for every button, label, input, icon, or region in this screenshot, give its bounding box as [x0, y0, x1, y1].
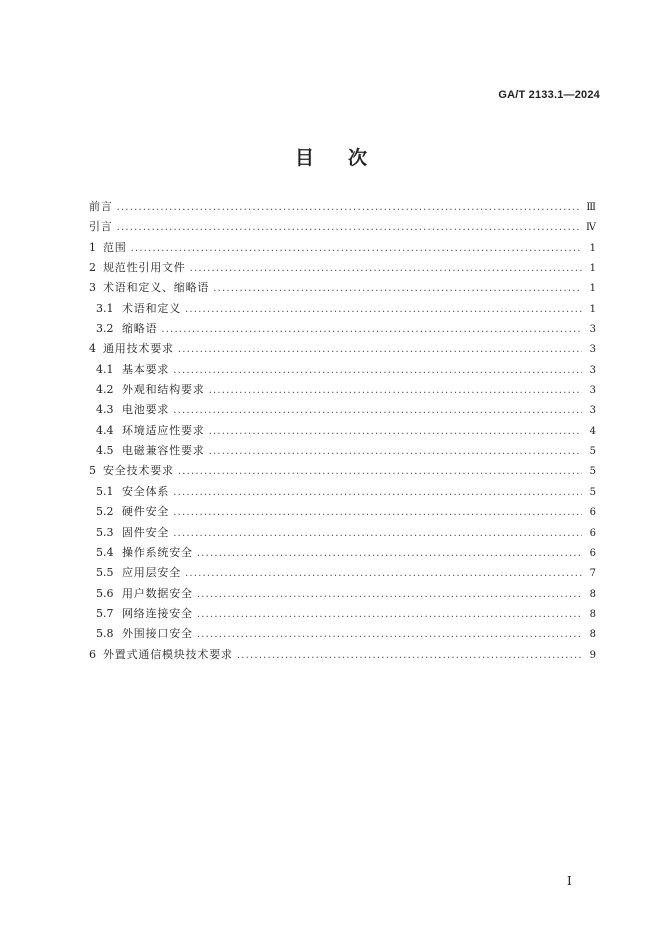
toc-leader-dots	[190, 259, 582, 279]
toc-leader-dots	[161, 320, 582, 340]
toc-entry-label: 固件安全	[122, 525, 170, 539]
toc-entry-page: 3	[589, 324, 596, 336]
toc-entry-label: 应用层安全	[122, 566, 181, 580]
toc-leader-dots	[131, 239, 582, 259]
toc-leader-dots	[173, 361, 582, 381]
toc-entry-number: 5.2	[96, 505, 114, 519]
toc-entry-number: 4.4	[96, 423, 114, 437]
toc-entry[interactable]	[89, 380, 596, 400]
toc-entry-page: 1	[589, 263, 596, 275]
toc-title-char: 目	[294, 147, 314, 169]
toc-entry-number: 5.5	[96, 566, 114, 580]
toc-entry-label: 操作系统安全	[122, 545, 193, 559]
toc-entry-label: 术语和定义、缩略语	[103, 281, 210, 295]
toc-entry-label: 环境适应性要求	[122, 423, 205, 437]
toc-entry-label: 外围接口安全	[122, 627, 193, 641]
toc-entry[interactable]	[89, 278, 596, 298]
toc-leader-dots	[209, 422, 582, 442]
toc-entry-label: 电池要求	[122, 403, 170, 417]
standard-code: GA/T 2133.1—2024	[498, 89, 600, 101]
toc-entry-number: 1	[89, 240, 96, 254]
toc-leader-dots	[197, 544, 582, 564]
toc-entry-number: 2	[89, 261, 96, 275]
toc-entry-number: 5	[89, 464, 96, 478]
toc-entry-page: 1	[589, 303, 596, 315]
toc-entry-number: 6	[89, 647, 96, 661]
toc-entry-label: 缩略语	[122, 322, 158, 336]
toc-entry-page: 6	[589, 507, 596, 519]
toc-entry-page: 6	[589, 527, 596, 539]
toc-entry-number: 4.2	[96, 383, 114, 397]
toc-entry[interactable]	[89, 461, 596, 481]
toc-entry[interactable]	[89, 624, 596, 644]
toc-title	[0, 143, 662, 170]
toc-entry-number: 5.7	[96, 606, 114, 620]
toc-leader-dots	[173, 503, 582, 523]
toc-entry[interactable]	[89, 584, 596, 604]
toc-entry-number: 4.3	[96, 403, 114, 417]
toc-entry-label: 硬件安全	[122, 505, 170, 519]
toc-entry-page: 3	[589, 405, 596, 417]
toc-entry[interactable]	[89, 543, 596, 563]
toc-entry[interactable]	[89, 238, 596, 258]
toc-entry-label: 用户数据安全	[122, 586, 193, 600]
toc-leader-dots	[197, 625, 582, 645]
toc-entry-page: 8	[589, 588, 596, 600]
toc-entry-page: Ⅲ	[586, 202, 596, 213]
toc-entry[interactable]	[89, 197, 596, 217]
toc-entry-page: 5	[589, 446, 596, 458]
toc-entry[interactable]	[89, 217, 596, 237]
toc-entry-label: 通用技术要求	[103, 342, 174, 356]
toc-entry-number: 4	[89, 342, 96, 356]
toc-entry-number: 5.6	[96, 586, 114, 600]
toc-entry-page: 3	[589, 344, 596, 356]
toc-leader-dots	[173, 401, 582, 421]
toc-entry[interactable]	[89, 400, 596, 420]
toc-entry-page: 3	[589, 364, 596, 376]
toc-leader-dots	[173, 483, 582, 503]
toc-entry-number: 3	[89, 281, 96, 295]
toc-entry-number: 3.1	[96, 301, 114, 315]
toc-entry-label: 安全体系	[122, 484, 170, 498]
toc-leader-dots	[185, 564, 582, 584]
toc-leader-dots	[185, 300, 582, 320]
toc-entry-page: 7	[589, 568, 596, 580]
toc-leader-dots	[209, 381, 582, 401]
toc-entry[interactable]	[89, 258, 596, 278]
toc-entry-number: 4.5	[96, 444, 114, 458]
toc-entry[interactable]	[89, 645, 596, 665]
toc-entry-label: 基本要求	[122, 362, 170, 376]
toc-entry-label: 网络连接安全	[122, 606, 193, 620]
toc-entry[interactable]	[89, 299, 596, 319]
toc-entry-page: 9	[589, 649, 596, 661]
toc-leader-dots	[178, 462, 582, 482]
toc-entry[interactable]	[89, 319, 596, 339]
toc-leader-dots	[117, 198, 582, 218]
toc-leader-dots	[178, 340, 582, 360]
toc-leader-dots	[237, 646, 582, 666]
toc-entry-number: 5.3	[96, 525, 114, 539]
toc-leader-dots	[209, 442, 582, 462]
toc-entry-number: 5.1	[96, 484, 114, 498]
toc-entry[interactable]	[89, 421, 596, 441]
toc-entry-page: 4	[589, 425, 596, 437]
toc-entry-page: 1	[589, 242, 596, 254]
toc-entry-label: 引言	[89, 220, 113, 234]
toc-leader-dots	[173, 524, 582, 544]
toc-entry[interactable]	[89, 502, 596, 522]
toc-entry-page: 3	[589, 385, 596, 397]
toc-entry[interactable]	[89, 523, 596, 543]
toc-list	[89, 197, 596, 665]
toc-leader-dots	[117, 218, 582, 238]
toc-entry-label: 电磁兼容性要求	[122, 444, 205, 458]
toc-entry-label: 前言	[89, 200, 113, 213]
toc-entry-page: 5	[589, 466, 596, 478]
toc-leader-dots	[197, 605, 582, 625]
toc-entry-number: 4.1	[96, 362, 114, 376]
toc-entry-number: 5.4	[96, 545, 114, 559]
toc-entry[interactable]	[89, 563, 596, 583]
toc-entry-page: Ⅳ	[586, 222, 596, 234]
toc-entry-label: 安全技术要求	[103, 464, 174, 478]
page-folio: I	[567, 874, 572, 888]
toc-entry-number: 3.2	[96, 322, 114, 336]
toc-entry-page: 1	[589, 283, 596, 295]
toc-entry[interactable]	[89, 482, 596, 502]
toc-entry-page: 5	[589, 486, 596, 498]
toc-entry-page: 8	[589, 629, 596, 641]
toc-entry-label: 外观和结构要求	[122, 383, 205, 397]
toc-leader-dots	[213, 279, 582, 299]
toc-entry-label: 术语和定义	[122, 301, 181, 315]
toc-entry-label: 规范性引用文件	[103, 261, 186, 275]
toc-entry-label: 范围	[103, 240, 127, 254]
toc-entry-number: 5.8	[96, 627, 114, 641]
toc-entry-page: 8	[589, 608, 596, 620]
toc-entry-label: 外置式通信模块技术要求	[103, 647, 233, 661]
toc-entry-page: 6	[589, 547, 596, 559]
toc-leader-dots	[197, 585, 582, 605]
toc-entry[interactable]	[89, 441, 596, 461]
toc-entry[interactable]	[89, 339, 596, 359]
toc-title-char: 次	[348, 147, 368, 169]
toc-entry[interactable]	[89, 604, 596, 624]
toc-entry[interactable]	[89, 360, 596, 380]
